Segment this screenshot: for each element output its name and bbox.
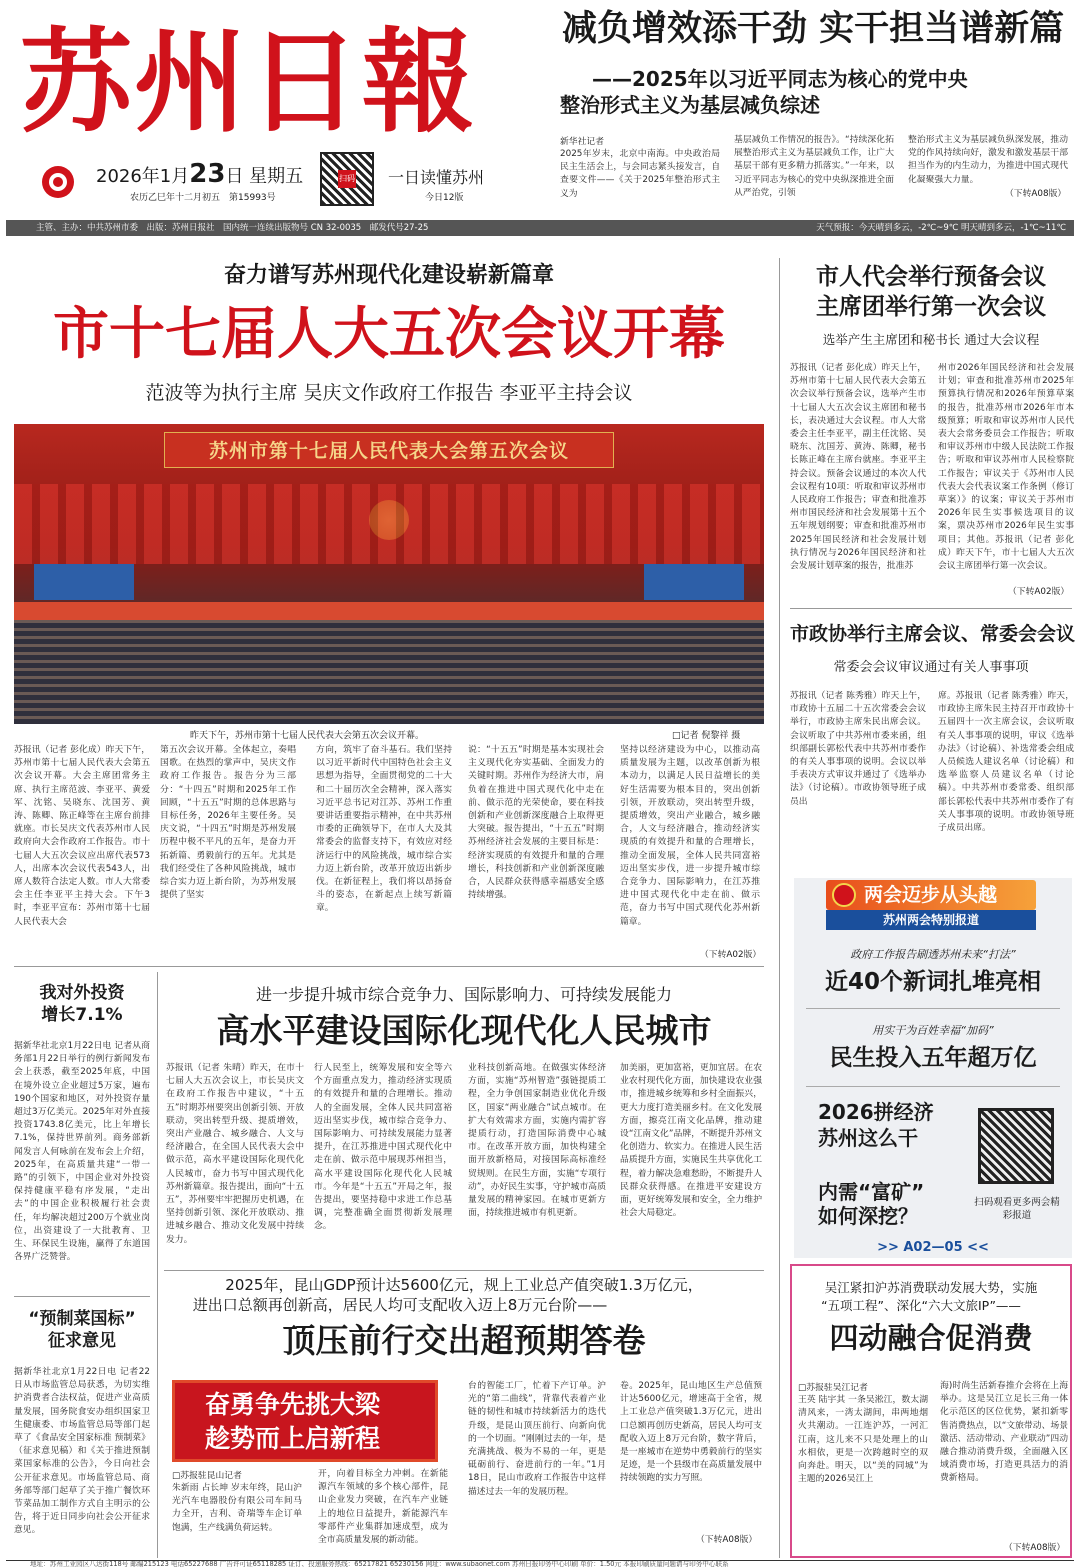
- kunshan-banner-line-2: 趁势而上启新程: [205, 1424, 381, 1453]
- kunshan-col-3: 台的智能工厂，忙着下产订单。沪光的“第二曲线”，背靠代表着产业链的韧性和城市持续新活力的迭代升级，是昆山顶压前行、向新向优的一个切面。“刚刚过去的一年，是充满挑战、极为不易的一年，更是砥砺前行、奋进前行的一年。”1月18日，昆山市政府工作报告中这样描述过去一年的发展历程。: [468, 1381, 606, 1497]
- kunshan-byline: □苏报驻昆山记者: [172, 1471, 242, 1481]
- kunshan-col-1: 朱新雨 占长坤 岁末年终，昆山沪光汽车电器股份有限公司车间马力全开，吉利、奇瑞等车企订单饱满，生产线满负荷运转。: [172, 1483, 302, 1533]
- kunshan-kicker-1: 2025年，昆山GDP预计达5600亿元，规上工业总产值突破1.3万亿元，: [225, 1276, 703, 1294]
- kunshan-col-4: 卷。2025年，昆山地区生产总值预计达5600亿元，增速高于全省，规上工业总产值突破1.3万亿元，进出口总额再创历史新高，居民人均可支配收入迈上8万元台阶，数字背后，是一座城市在逆势中勇毅前行的坚实足迹，是一个县级市在高质量发展中持续领跑的实力写照。: [620, 1381, 762, 1484]
- side2-title[interactable]: 市政协举行主席会议、常委会会议: [790, 623, 1076, 645]
- city-col-3: 业科技创新高地。在做强实体经济方面，实施“苏州智造”强链提质工程，全力争创国家制造业优化升级区，国家“两业融合”试点城市。在扩大有效需求方面，实施内需扩容提质行动，打造国际消费中心城市。在改革开放方面，加快构建全面开放新格局，对接国际高标准经贸规则。在民生方面，实施“专项行动”，办好民生实事，守护城市高质量发展的精神家园。在城市更新方面，持续推进城市有机更新。: [468, 1063, 606, 1219]
- logo-emblem-icon: [40, 164, 76, 200]
- wujiang-jump[interactable]: （下转A08版）: [1004, 1543, 1066, 1553]
- lead-title[interactable]: 市十七届人大五次会议开幕: [53, 302, 725, 367]
- lantern-icon: [832, 883, 856, 907]
- top-story-col-2: 基层减负工作情况的报告》。“持续深化拓展整治形式主义为基层减负工作，让广大基层干部有更多精力抓落实。”一年来，以习近平同志为核心的党中央纵深推进全面从严治党，引领: [734, 135, 894, 198]
- lianghui-item4-title-1[interactable]: 内需“富矿”: [818, 1180, 925, 1204]
- masthead-qr-code[interactable]: [320, 152, 374, 206]
- side2-subtitle: 常委会会议审议通过有关人事事项: [833, 660, 1029, 675]
- lianghui-banner-text: 两会迈步从头越: [864, 884, 998, 906]
- lianghui-banner[interactable]: [826, 880, 1036, 910]
- kunshan-jump[interactable]: （下转A08版）: [696, 1535, 758, 1545]
- page-count: 今日12版: [425, 193, 464, 203]
- prepared-title-2[interactable]: 征求意见: [48, 1331, 116, 1351]
- lead-jump[interactable]: （下转A02版）: [700, 950, 762, 960]
- lead-col-4: 说：“十五五”时期是基本实现社会主义现代化夯实基础、全面发力的关键时期。苏州作为经济大市，肩负着在推进中国式现代化中走在前、做示范的光荣使命，要在科技创新和产业创新深度融合上取得更大突破。报告提出，“十五五”时期苏州经济社会发展的主要目标是：经济实现质的有效提升和量的合理增长，科技创新和产业创新深度融合，人民群众获得感幸福感安全感持续增强。: [468, 745, 604, 901]
- wujiang-title[interactable]: 四动融合促消费: [829, 1321, 1033, 1355]
- kunshan-title[interactable]: 顶压前行交出超预期答卷: [282, 1321, 646, 1360]
- kunshan-kicker-2: 进出口总额再创新高，居民人均可支配收入迈上8万元台阶——: [192, 1296, 608, 1314]
- lianghui-item3-title-1[interactable]: 2026拼经济: [818, 1100, 934, 1124]
- lead-col-3: 方向，筑牢了奋斗基石。我们坚持以习近平新时代中国特色社会主义思想为指导，全面贯彻党的二十大和二十届历次全会精神，深入落实习近平总书记对江苏、苏州工作重要讲话重要指示精神，在中共苏州市委的正确领导下，在市人大及其常委会的监督支持下，有效应对经济运行中的风险挑战，城市综合实力迈上新台阶，改革开放迈出新步伐。在新征程上，我们将以昂扬奋斗的姿态，在新起点上续写新篇章。: [316, 745, 452, 914]
- lianghui-item1-kicker: 政府工作报告刷透苏州未来“打法”: [850, 948, 1016, 961]
- city-col-2: 行人民至上，统筹发展和安全等六个方面重点发力，推动经济实现质的有效提升和量的合理增长。推动人的全面发展，全体人民共同富裕迈出坚实步伐，城市综合竞争力、国际影响力、可持续发展能力显著提升，在江苏推进中国式现代化中走在前、做示范中展现苏州担当，高水平建设国际化现代化人民城市。今年是“十五五”开局之年，报告提出，要坚持稳中求进工作总基调，完整准确全面贯彻新发展理念。: [314, 1063, 452, 1232]
- city-col-1: 苏报讯（记者 朱晴）昨天，在市十七届人大五次会议上，市长吴庆文在政府工作报告中建议，“十五五”时期苏州要突出创新引领、开放联动，突出转型升级、提质增效，突出产业融合、城乡融合、人文与经济融合，在全国人民代表大会中做示范，高水平建设国际化现代化人民城市，奋力书写中国式现代化苏州新篇章。报告提出，面向“十五五”，苏州要牢牢把握历史机遇，在坚持创新引领、深化开放联动、推进城乡融合、推动文化发展中持续发力。: [166, 1063, 304, 1245]
- lianghui-item2-title[interactable]: 民生投入五年超万亿: [829, 1045, 1037, 1071]
- lunar-date: 农历乙巳年十二月初五 第15993号: [130, 193, 276, 203]
- lead-photo[interactable]: [14, 424, 764, 724]
- side1-title-2[interactable]: 主席团举行第一次会议: [816, 294, 1046, 320]
- city-col-4: 加美丽，更加富裕，更加宜居。在农业农村现代化方面，加快建设农业强市，推进城乡统筹和乡村全面振兴，更大力度打造美丽乡村。在文化发展方面，擦亮江南文化品牌，推动建设“江南文化”品牌，不断提升苏州文化创造力、软实力。在推进人民生活品质提升方面，实施民生共享优化工程，着力解决急难愁盼，不断提升人民群众获得感。在推进平安建设方面，更好统筹发展和安全，全力维护社会大局稳定。: [620, 1063, 762, 1219]
- prepared-title-1[interactable]: “预制菜国标”: [28, 1309, 136, 1329]
- prepared-body: 据新华社北京1月22日电 记者22日从市场监管总局获悉，为切实维护消费者合法权益，促进产业高质量发展，国务院食安办组织国家卫生健康委、市场监管总局等部门起草了《食品安全国家标准 预制菜》（征求意见稿）和《关于推进预制菜国家标准的公告》，今日向社会公开征求意见。市场监管总局、商务部等部门起草了关于推广餐饮环节菜品加工制作方式自主明示的公告，将于近日同步向社会公开征求意见。: [14, 1367, 150, 1536]
- lianghui-item3-title-2[interactable]: 苏州这么干: [818, 1126, 918, 1150]
- kunshan-banner-line-1: 奋勇争先挑大梁: [205, 1390, 381, 1419]
- photo-caption: 昨天下午，苏州市第十七届人民代表大会第五次会议开幕。: [190, 731, 425, 741]
- footer-text: 地址：苏州工业园区八达街118号 邮编215123 电话65227688 广告许可证65118285 证订、投递服务热线：65217821 65230156 网址：www.subaonet.com 苏州日报印务中心印刷 单价：1.50元 本报印刷质量问题请与印务中心联系: [30, 1561, 729, 1567]
- top-story-byline: 新华社记者: [560, 137, 604, 147]
- side1-subtitle: 选举产生主席团和秘书长 通过大会议程: [822, 332, 1040, 347]
- qr-label: 扫码: [338, 170, 356, 188]
- top-story-title[interactable]: 减负增效添干劲 实干担当谱新篇: [562, 8, 1065, 49]
- top-story-subtitle-1: ——2025年以习近平同志为核心的党中央: [592, 67, 968, 91]
- lead-col-1: 苏报讯（记者 彭化成）昨天下午，苏州市第十七届人民代表大会第五次会议开幕。大会主席团常务主席、执行主席范波、李亚平、黄爱军、沈铭、吴晓东、沈国芳、黄涛、陈卿、陈正峰等在主席台前排就座。市长吴庆文代表苏州市人民政府向大会作政府工作报告。市十七届人大五次会议应出席代表573人，出席本次会议代表543人，出席人数符合法定人数。市人大常委会主任李亚平主持大会。下午3时，李亚平宣布：苏州市第十七届人民代表大会: [14, 745, 150, 927]
- info-bar-weather: 天气预报：今天晴到多云，-2℃~9℃ 明天晴到多云，-1℃~11℃: [816, 223, 1066, 233]
- lianghui-pages[interactable]: >> A02—05 <<: [877, 1240, 989, 1255]
- info-bar: [6, 220, 1074, 236]
- wujiang-col-1: 王英 陆宇其 一条吴淞江，数太湖清风来，一湾太湖间，串两地烟火共潮动。一江连沪苏，一河汇江南，这儿来不只是处理上的山水相依，更是一次跨越时空的双向奔赴。明天，以“美的同城”为主题的2026吴江上: [798, 1395, 928, 1485]
- info-bar-left: 主管、主办：中共苏州市委 出版：苏州日报社 国内统一连续出版物号 CN 32-0035 邮发代号27-25: [36, 223, 429, 233]
- kunshan-col-2: 开，向着目标全力冲刺。在新能源汽车领域的多个核心部件，昆山企业发力突破，在汽车产业链上的地位日益提升，新能源汽车零部件产业集群加速成型，成为全市高质量发展的新动能。: [318, 1469, 448, 1546]
- masthead-logo: 苏州日報: [20, 17, 476, 148]
- lianghui-sub: 苏州两会特别报道: [826, 910, 1036, 930]
- side1-jump[interactable]: （下转A02版）: [1008, 587, 1070, 597]
- top-story-col-1: 2025年岁末，北京中南海。中央政治局民主生活会上，与会同志紧头接发言，自查要文件——《关于2025年整治形式主义为: [560, 149, 720, 199]
- side1-col-2: 州市2026年国民经济和社会发展计划；审查和批准苏州市2025年预算执行情况和2026年预算草案的报告，批准苏州市2026年市本级预算；听取和审议苏州市人民代表大会常务委员会工作报告；听取和审议苏州市中级人民法院工作报告；听取和审议苏州市人民检察院工作报告；审议关于《苏州市人民代表大会代表议案工作条例（修订草案）》的议案；审议关于苏州市2026年民生实事候选项目的议案，票决苏州市2026年民生实事项目；其他。苏报讯（记者 彭化成）昨天下午，市十七届人大五次会议主席团举行第一次会议。: [938, 363, 1074, 572]
- invest-title-2[interactable]: 增长7.1%: [41, 1005, 123, 1025]
- side1-col-1: 苏报讯（记者 彭化成）昨天上午，苏州市第十七届人民代表大会第五次会议举行预备会议，选举产生市十七届人大五次会议主席团和秘书长，表决通过大会议程。市人大常委会主任李亚平，副主任沈铭、吴晓东、沈国芳、黄涛、陈卿，秘书长陈正峰在主席台就座。李亚平主持会议。预备会议通过的本次人代会议程有10项：听取和审议苏州市人民政府工作报告；审查和批准苏州市国民经济和社会发展第十五个五年规划纲要；审查和批准苏州市2025年国民经济和社会发展计划执行情况与2026年国民经济和社会发展计划草案的报告，批准苏: [790, 363, 926, 572]
- lead-kicker: 奋力谱写苏州现代化建设崭新篇章: [223, 263, 554, 288]
- lead-col-5: 坚持以经济建设为中心，以推动高质量发展为主题，以改革创新为根本动力，以满足人民日益增长的美好生活需要为根本目的，突出创新引领，开放联动，突出转型升级，提质增效，突出产业融合，城乡融合，人文与经济融合，推动经济实现质的有效提升和量的合理增长，推动全面发展，全体人民共同富裕迈出坚实步伐，进一步提升城市综合竞争力、国际影响力，在江苏推进中国式现代化中走在前、做示范，奋力书写中国式现代化苏州新篇章。: [620, 745, 760, 927]
- wujiang-byline: □苏报驻吴江记者: [798, 1383, 868, 1393]
- lianghui-item1-title[interactable]: 近40个新词扎堆亮相: [824, 969, 1041, 995]
- lianghui-qr-code[interactable]: [978, 1108, 1054, 1184]
- invest-body: 据新华社北京1月22日电 记者从商务部1月22日举行的例行新闻发布会上获悉，截至2025年底，中国在境外设立企业超过5万家，遍布190个国家和地区，对外投资存量超过3万亿美元。2025年对外直接投资1743.8亿美元，比上年增长7.1%，保持世界前列。商务部新闻发言人何咏前在发布会上介绍，2025年，在高质量共建“一带一路”的引领下，中国企业对外投资保持健康平稳有序发展，“走出去”的中国企业积极履行社会责任，年均解决超过200万个就业岗位，出资建设了一大批教育、卫生、环保民生设施，赢得了东道国各界广泛赞誉。: [14, 1041, 150, 1263]
- photo-banner: 苏州市第十七届人民代表大会第五次会议: [164, 432, 614, 468]
- side2-col-2: 席。苏报讯（记者 陈秀雅）昨天，市政协主席朱民主持召开市政协十五届四十一次主席会议，会议听取有关人事事项的说明，审议《选举办法》（讨论稿）、补选常委会组成人员候选人建议名单（讨论稿）和选举监察人员建议名单（讨论稿）。中共苏州市委常委、组织部部长郭松代表中共苏州市委作了有关人事事项的说明。市政协领导班子成员出席。: [938, 691, 1074, 834]
- lead-subtitle: 范波等为执行主席 吴庆文作政府工作报告 李亚平主持会议: [145, 382, 633, 404]
- kunshan-banner[interactable]: [172, 1380, 438, 1462]
- lianghui-item2-kicker: 用实干为百姓幸福“加码”: [872, 1024, 994, 1037]
- invest-title-1[interactable]: 我对外投资: [39, 983, 125, 1003]
- city-title[interactable]: 高水平建设国际化现代化人民城市: [216, 1011, 712, 1050]
- photo-credit: □记者 倪黎祥 摄: [672, 731, 741, 741]
- wujiang-kicker-2: “五项工程”、深化“六大文旅IP”——: [821, 1298, 1021, 1313]
- side1-title-1[interactable]: 市人代会举行预备会议: [816, 264, 1046, 290]
- wujiang-col-2: 海)时尚生活新春推介会将在上海举办。这是吴江立足长三角一体化示范区的区位优势，紧扣新零售消费热点，以“文旅带动、场景激活、活动带动、产业联动”四动融合推动消费升级，全面融入区域消费市场，打造更具活力的消费新格局。: [940, 1381, 1068, 1484]
- issue-date: 2026年1月23日 星期五: [96, 159, 304, 189]
- top-story-subtitle-2: 整治形式主义为基层减负综述: [560, 93, 820, 117]
- top-story-col-3: 整治形式主义为基层减负纵深发展，推动党的作风持续向好，激发和激发基层干部担当作为的内生动力，为推进中国式现代化凝聚强大力量。: [908, 135, 1068, 185]
- lianghui-item4-title-2[interactable]: 如何深挖？: [818, 1204, 918, 1228]
- side2-col-1: 苏报讯（记者 陈秀雅）昨天上午，市政协十五届二十五次常委会会议举行，市政协主席朱民出席会议。会议听取了中共苏州市委来函，组织部副长郭松代表中共苏州市委作的有关人事事项的说明。会议以举手表决方式审议并通过了《选举办法》（讨论稿）。市政协领导班子成员出: [790, 691, 926, 807]
- lead-col-2: 第五次会议开幕。全体起立，奏唱国歌。在热烈的掌声中，吴庆文作政府工作报告。报告分为三部分：“十四五”时期和2025年工作回顾，“十五五”时期的总体思路与目标任务，2026年主要任务。吴庆文说，“十四五”时期是苏州发展历程中极不平凡的五年，是奋力开拓新篇、勇毅前行的五年。尤其是我们经受住了各种风险挑战，城市综合实力迈上新台阶，为苏州发展提供了坚实: [160, 745, 296, 901]
- slogan: 一日读懂苏州: [388, 168, 485, 187]
- city-kicker: 进一步提升城市综合竞争力、国际影响力、可持续发展能力: [255, 985, 672, 1004]
- wujiang-kicker-1: 吴江紧扣沪苏消费联动发展大势，实施: [824, 1280, 1038, 1295]
- top-story-jump[interactable]: （下转A08版）: [1005, 189, 1067, 199]
- lianghui-qr-caption: 扫码观看更多两会精彩报道: [974, 1197, 1060, 1221]
